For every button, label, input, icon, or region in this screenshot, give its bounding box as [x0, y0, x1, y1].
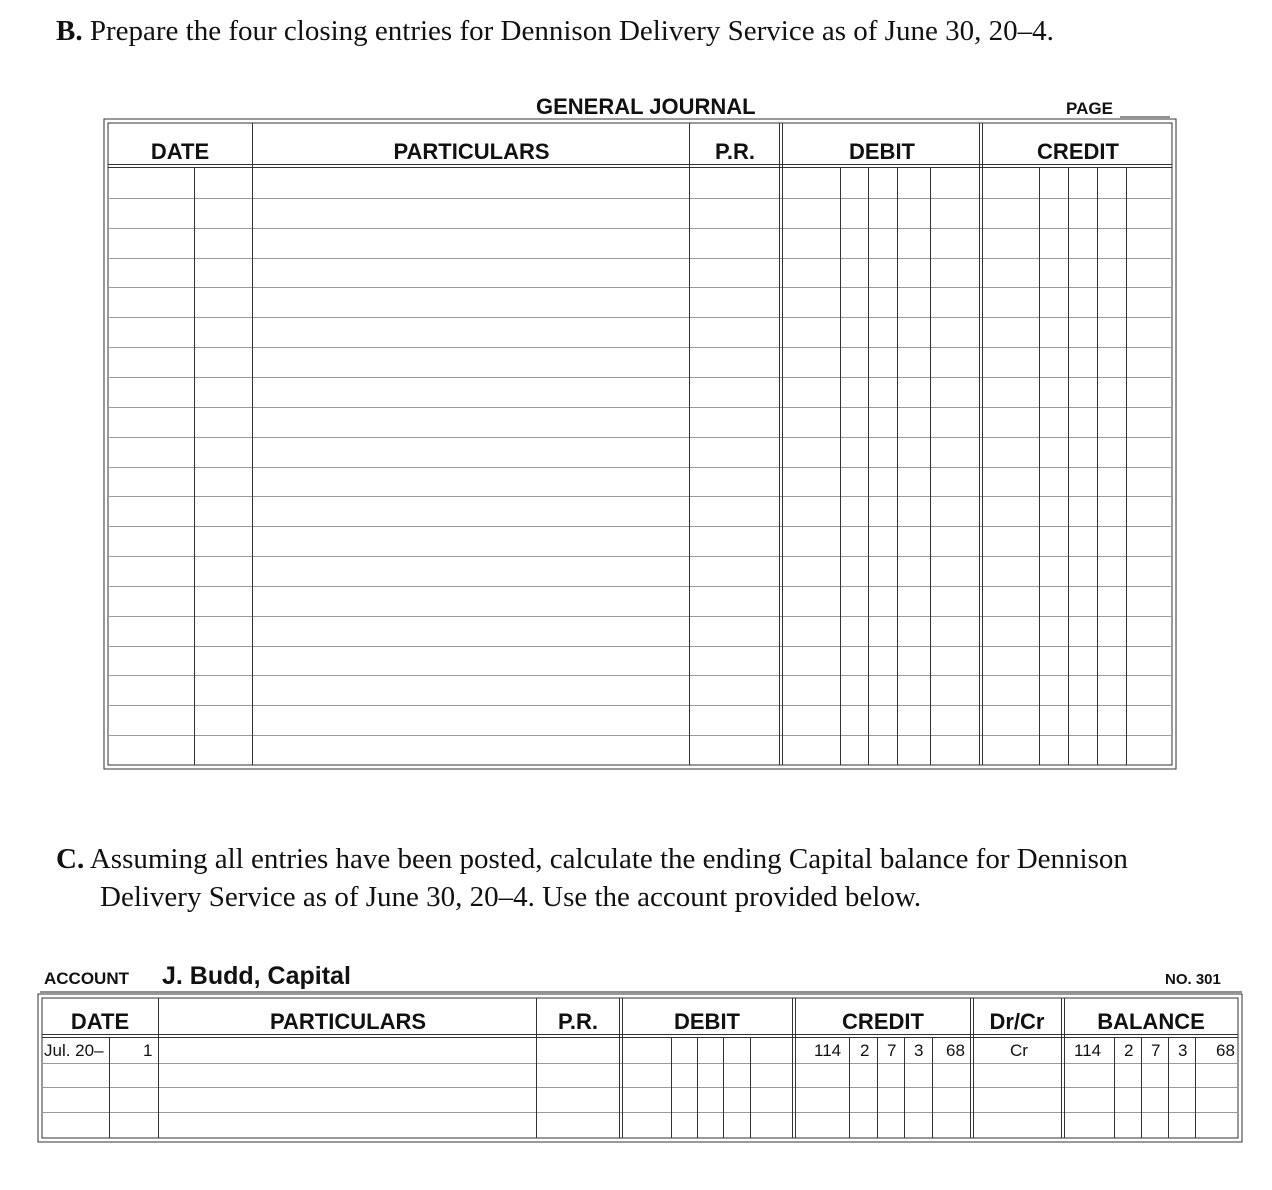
ledger-header-balance: BALANCE [1097, 1009, 1205, 1034]
part-b-letter: B. [56, 15, 83, 47]
part-c-line1: Assuming all entries have been posted, calculate the ending Capital balance for Dennison [89, 843, 1128, 875]
ledger-account-number: NO. 301 [1165, 971, 1221, 988]
ledger-header-particulars: PARTICULARS [269, 1009, 427, 1034]
ledger-balance-tens: 7 [1151, 1041, 1161, 1060]
ledger-row-day: 1 [143, 1041, 153, 1060]
ledger-credit-hundreds: 2 [860, 1041, 870, 1060]
part-c-line2: Delivery Service as of June 30, 20–4. Use the account provided below. [100, 881, 922, 913]
ledger-account-label: ACCOUNT [44, 969, 129, 988]
journal-header-credit: CREDIT [1037, 139, 1119, 164]
part-b-text: Prepare the four closing entries for Dennison Delivery Service as of June 30, 20–4. [89, 15, 1054, 47]
ledger-drcr-value: Cr [1010, 1041, 1028, 1060]
journal-title: GENERAL JOURNAL [536, 94, 756, 119]
part-c-letter: C. [56, 843, 85, 875]
ledger-header-drcr: Dr/Cr [989, 1009, 1045, 1034]
ledger-credit-thousands: 114 [814, 1041, 842, 1060]
ledger-balance-units: 3 [1178, 1041, 1188, 1060]
journal-header-pr: P.R. [715, 139, 755, 164]
ledger-credit-cents: 68 [946, 1041, 965, 1060]
ledger-header-credit: CREDIT [842, 1009, 924, 1034]
ledger-balance-cents: 68 [1216, 1041, 1235, 1060]
ledger-credit-tens: 7 [887, 1041, 897, 1060]
journal-page-label: PAGE [1066, 99, 1113, 118]
ledger-balance-hundreds: 2 [1124, 1041, 1134, 1060]
ledger-account-name: J. Budd, Capital [162, 962, 351, 990]
ledger-header-debit: DEBIT [674, 1009, 740, 1034]
ledger-credit-units: 3 [914, 1041, 924, 1060]
ledger-header-pr: P.R. [558, 1009, 598, 1034]
ledger-header-date: DATE [70, 1009, 130, 1034]
journal-header-debit: DEBIT [849, 139, 915, 164]
journal-header-date: DATE [150, 139, 210, 164]
journal-header-particulars: PARTICULARS [393, 139, 550, 164]
ledger-balance-thousands: 114 [1074, 1041, 1102, 1060]
ledger-row-month: Jul. 20– [44, 1041, 104, 1060]
